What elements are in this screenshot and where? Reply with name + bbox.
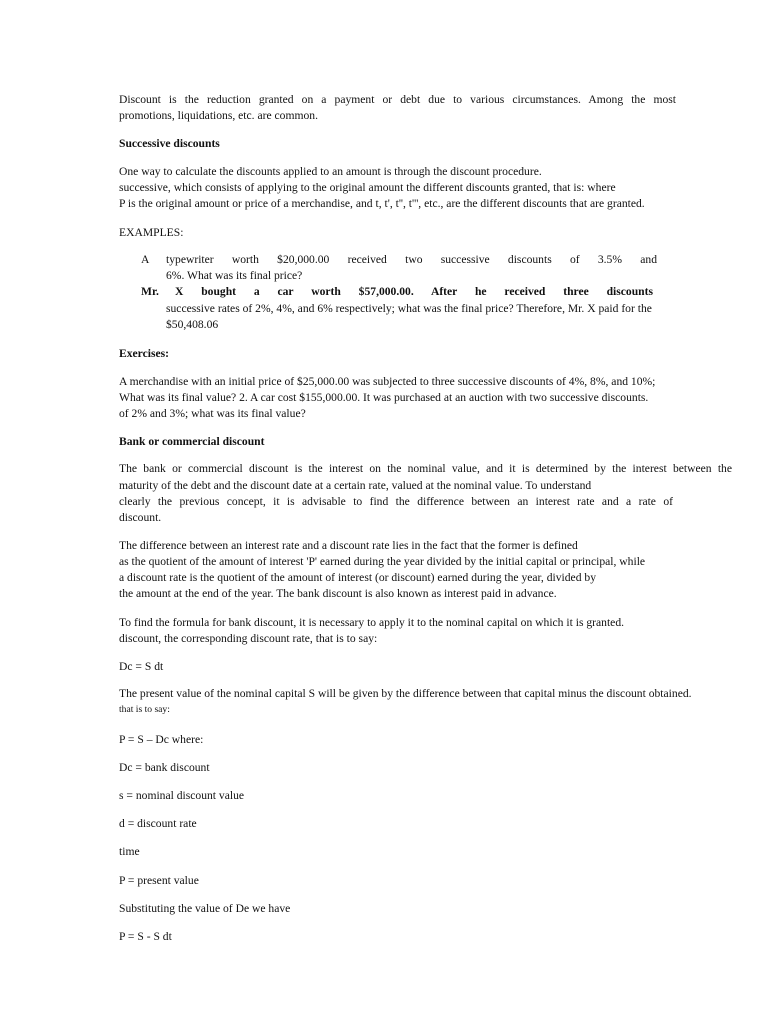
- bank-p4-line-1: The present value of the nominal capital S will be given by the difference between that capital minus the discount obtained.: [119, 687, 692, 700]
- example-2-line-3: $50,408.06: [166, 318, 219, 331]
- definition-d: d = discount rate: [119, 817, 197, 830]
- definition-s: s = nominal discount value: [119, 789, 245, 802]
- bank-p2-line-1: The difference between an interest rate and a discount rate lies in the fact that the former is defined: [119, 539, 578, 552]
- exercises-heading: Exercises:: [119, 347, 170, 360]
- example-2-line-1: X bought a car worth $57,000.00. After he received three discounts: [175, 285, 653, 298]
- successive-line-1: One way to calculate the discounts applied to an amount is through the discount procedure.: [119, 165, 542, 178]
- bank-p1-line-4: discount.: [119, 511, 162, 524]
- bank-p3-line-2: discount, the corresponding discount rate, that is to say:: [119, 632, 378, 645]
- exercises-line-2: What was its final value? 2. A car cost $155,000.00. It was purchased at an auction with two successive discounts.: [119, 391, 649, 404]
- successive-heading: Successive discounts: [119, 137, 220, 150]
- bank-p2-line-4: the amount at the end of the year. The bank discount is also known as interest paid in advance.: [119, 587, 557, 600]
- example-1-line-1: typewriter worth $20,000.00 received two successive discounts of 3.5% and: [166, 253, 657, 266]
- exercises-line-3: of 2% and 3%; what was its final value?: [119, 407, 306, 420]
- intro-line-1: Discount is the reduction granted on a payment or debt due to various circumstances. Among the most: [119, 93, 676, 106]
- formula-dc: Dc = S dt: [119, 660, 164, 673]
- example-1-line-2: 6%. What was its final price?: [166, 269, 303, 282]
- definition-time: time: [119, 845, 140, 858]
- substitution-text: Substituting the value of De we have: [119, 902, 291, 915]
- bank-p4-line-2: that is to say:: [119, 704, 170, 715]
- example-2-marker: Mr.: [141, 285, 159, 298]
- formula-present-value: P = S – Dc where:: [119, 733, 204, 746]
- definition-p: P = present value: [119, 874, 199, 887]
- bank-p2-line-3: a discount rate is the quotient of the amount of interest (or discount) earned during the year, divided by: [119, 571, 596, 584]
- bank-p3-line-1: To find the formula for bank discount, it is necessary to apply it to the nominal capital on which it is granted.: [119, 616, 625, 629]
- bank-p1-line-1: The bank or commercial discount is the interest on the nominal value, and it is determined by the interest between the: [119, 462, 732, 475]
- intro-line-2: promotions, liquidations, etc. are common.: [119, 109, 318, 122]
- exercises-line-1: A merchandise with an initial price of $25,000.00 was subjected to three successive discounts of 4%, 8%, and 10%;: [119, 375, 656, 388]
- bank-p1-line-3: clearly the previous concept, it is advisable to find the difference between an interest rate and a rate of: [119, 495, 673, 508]
- successive-line-2: successive, which consists of applying to the original amount the different discounts granted, that is: where: [119, 181, 616, 194]
- formula-final: P = S - S dt: [119, 930, 172, 943]
- bank-heading: Bank or commercial discount: [119, 435, 265, 448]
- example-1-marker: A: [141, 253, 150, 266]
- successive-line-3: P is the original amount or price of a merchandise, and t, t', t'', t''', etc., are the different discounts that are granted.: [119, 197, 645, 210]
- examples-heading: EXAMPLES:: [119, 226, 184, 239]
- definition-dc: Dc = bank discount: [119, 761, 210, 774]
- example-2-line-2: successive rates of 2%, 4%, and 6% respectively; what was the final price? Therefore, Mr. X paid for the: [166, 302, 652, 315]
- bank-p2-line-2: as the quotient of the amount of interest 'P' earned during the year divided by the initial capital or principal, while: [119, 555, 646, 568]
- bank-p1-line-2: maturity of the debt and the discount date at a certain rate, valued at the nominal value. To understand: [119, 479, 592, 492]
